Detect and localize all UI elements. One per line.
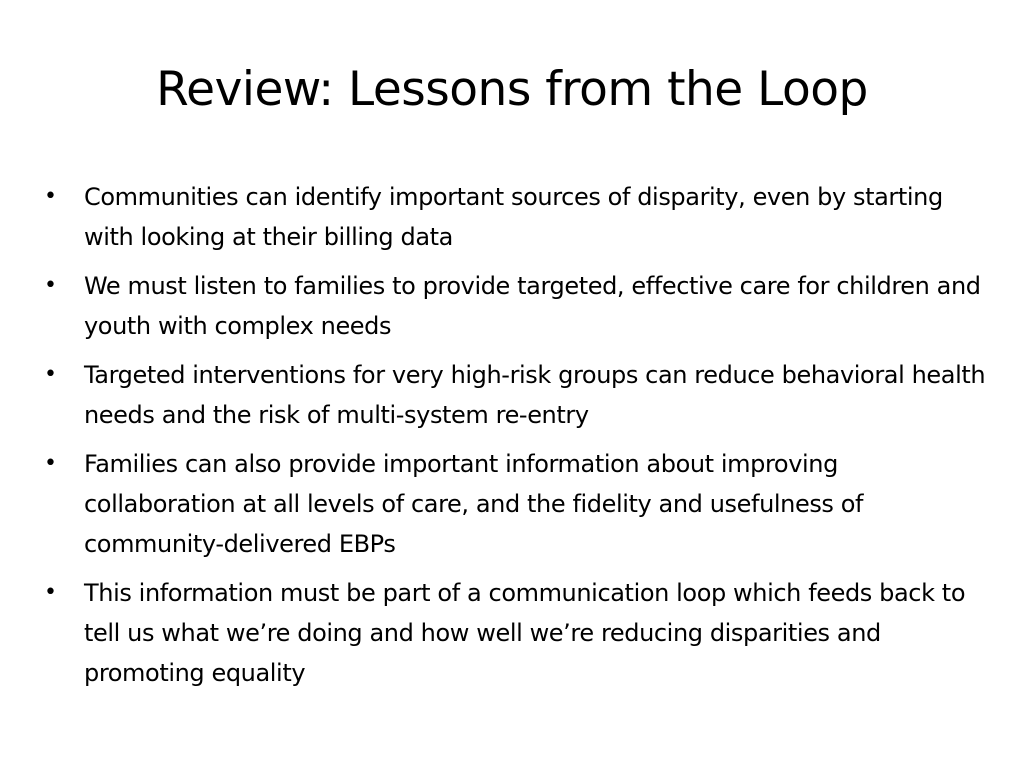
bullet-item bbox=[44, 444, 994, 564]
bullet-dot-icon: • bbox=[44, 362, 57, 387]
bullet-item bbox=[44, 266, 994, 346]
bullet-text: Targeted interventions for very high-risk groups can reduce behavioral health needs and the risk of multi-system re-entry bbox=[84, 361, 986, 429]
bullet-item bbox=[44, 355, 994, 435]
slide-title: Review: Lessons from the Loop bbox=[156, 62, 868, 117]
bullet-text: This information must be part of a communication loop which feeds back to tell us what we’re doing and how well we’re reducing disparities and promoting equality bbox=[84, 579, 966, 687]
bullet-list bbox=[44, 177, 994, 702]
bullet-dot-icon: • bbox=[44, 273, 57, 298]
bullet-text: Communities can identify important sources of disparity, even by starting with looking at their billing data bbox=[84, 183, 943, 251]
bullet-dot-icon: • bbox=[44, 451, 57, 476]
bullet-text: Families can also provide important information about improving collaboration at all levels of care, and the fidelity and usefulness of community-delivered EBPs bbox=[84, 450, 864, 558]
bullet-text: We must listen to families to provide targeted, effective care for children and youth with complex needs bbox=[84, 272, 981, 340]
bullet-dot-icon: • bbox=[44, 580, 57, 605]
bullet-dot-icon: • bbox=[44, 184, 57, 209]
bullet-item bbox=[44, 177, 994, 257]
bullet-item bbox=[44, 573, 994, 693]
